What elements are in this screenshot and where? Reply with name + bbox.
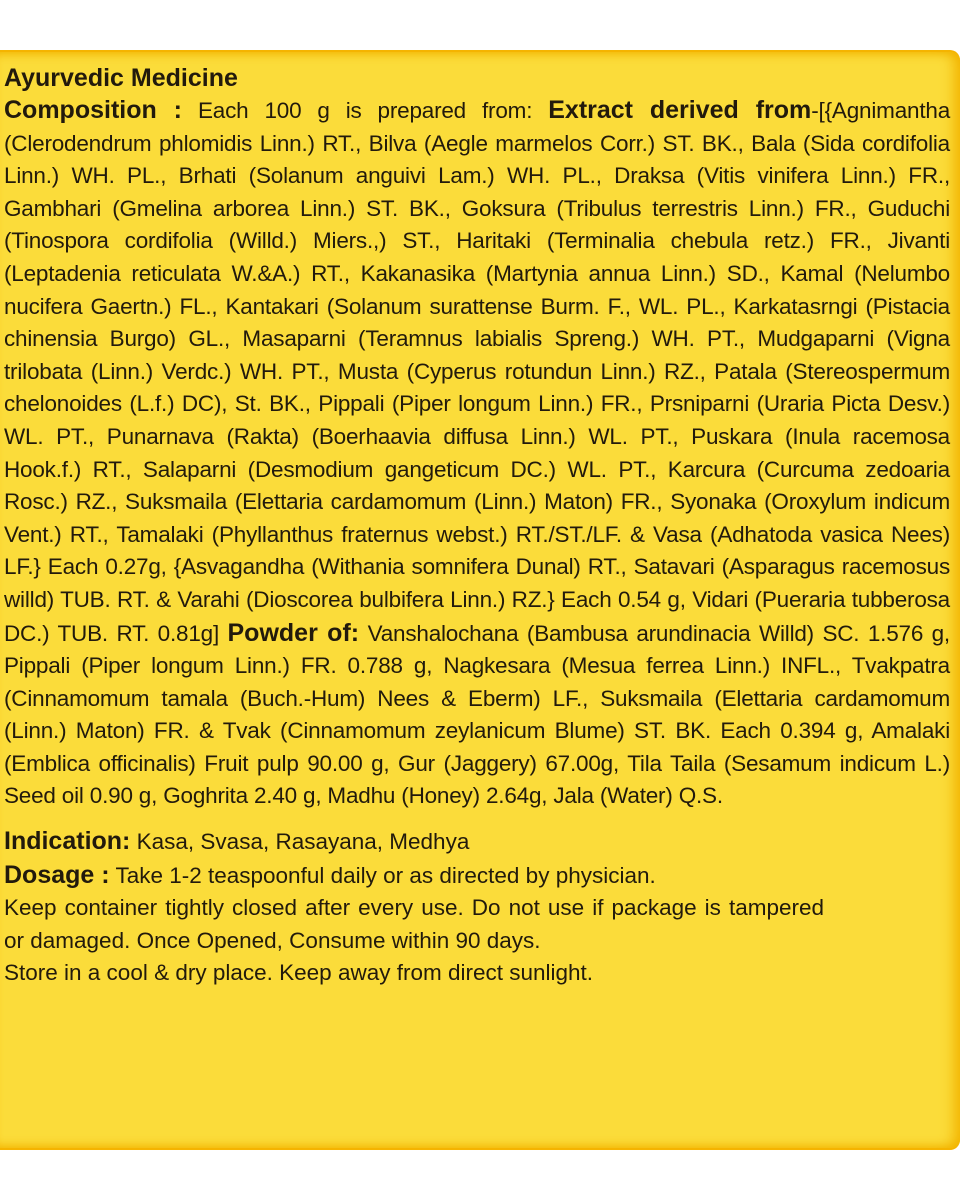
- dosage-heading: Dosage :: [4, 860, 110, 889]
- powder-heading: Powder of:: [227, 618, 360, 647]
- powder-ingredients: Vanshalochana (Bambusa arundinacia Willd) SC. 1.576 g, Pippali (Piper longum Linn.) FR. 0.788 g, Nagkesara (Mesua ferrea Linn.) INFL., Tvakpatra (Cinnamomum tamala (Buch.-Hum) Nees & Eberm) LF., Suksmaila (Elettaria cardamomum (Linn.) Maton) FR. & Tvak (Cinnamomum zeylanicum Blume) ST. BK. Each 0.394 g, Amalaki (Emblica officinalis) Fruit pulp 90.00 g, Gur (Jaggery) 67.00g, Tila Taila (Sesamum indicum L.) Seed oil 0.90 g, Goghrita 2.40 g, Madhu (Honey) 2.64g, Jala (Water) Q.S.: [4, 620, 950, 809]
- usage-section: [4, 825, 950, 990]
- indication-text: Kasa, Svasa, Rasayana, Medhya: [130, 829, 470, 855]
- composition-paragraph: [4, 94, 950, 813]
- product-type-title: Ayurvedic Medicine: [4, 64, 238, 92]
- label-content: [4, 62, 950, 990]
- indication-line: [4, 825, 950, 859]
- dosage-text: Take 1-2 teaspoonful daily or as directed by physician.: [109, 862, 656, 888]
- extract-ingredients: -[{Agnimantha (Clerodendrum phlomidis Linn.) RT., Bilva (Aegle marmelos Corr.) ST. BK., Bala (Sida cordifolia Linn.) WH. PL., Brhati (Solanum anguivi Lam.) WH. PL., Draksa (Vitis vinifera Linn.) FR., Gambhari (Gmelina arborea Linn.) ST. BK., Goksura (Tribulus terrestris Linn.) FR., Guduchi (Tinospora cordifolia (Willd.) Miers.,) ST., Haritaki (Terminalia chebula retz.) FR., Jivanti (Leptadenia reticulata W.&A.) RT., Kakanasika (Martynia annua Linn.) SD., Kamal (Nelumbo nucifera Gaertn.) FL., Kantakari (Solanum surattense Burm. F., WL. PL., Karkatasrngi (Pistacia chinensia Burgo) GL., Masaparni (Teramnus labialis Spreng.) WH. PT., Mudgaparni (Vigna trilobata (Linn.) Verdc.) WH. PT., Musta (Cyperus rotundun Linn.) RZ., Patala (Stereospermum chelonoides (L.f.) DC), St. BK., Pippali (Piper longum Linn.) FR., Prsniparni (Uraria Picta Desv.) WL. PT., Punarnava (Rakta) (Boerhaavia diffusa Linn.) WL. PT., Puskara (Inula racemosa Hook.f.) RT., Salaparni (Desmodium gangeticum DC.) WL. PT., Karcura (Curcuma zedoaria Rosc.) RZ., Suksmaila (Elettaria cardamomum (Linn.) Maton) FR., Syonaka (Oroxylum indicum Vent.) RT., Tamalaki (Phyllanthus fraternus webst.) RT./ST./LF. & Vasa (Adhatoda vasica Nees) LF.} Each 0.27g, {Asvagandha (Withania somnifera Dunal) RT., Satavari (Asparagus racemosus willd) TUB. RT. & Varahi (Dioscorea bulbifera Linn.) RZ.} Each 0.54 g, Vidari (Pueraria tubberosa DC.) TUB. RT. 0.81g]: [4, 98, 951, 646]
- extract-heading: Extract derived from: [548, 96, 812, 124]
- care-instructions: Keep container tightly closed after every use. Do not use if package is tampered or damaged. Once Opened, Consume within 90 days.: [4, 895, 824, 953]
- indication-heading: Indication:: [4, 827, 131, 856]
- composition-heading: Composition :: [4, 96, 182, 124]
- dosage-line: [4, 859, 950, 893]
- storage-instructions: Store in a cool & dry place. Keep away from direct sunlight.: [4, 960, 594, 986]
- composition-intro: Each 100 g is prepared from:: [181, 98, 549, 123]
